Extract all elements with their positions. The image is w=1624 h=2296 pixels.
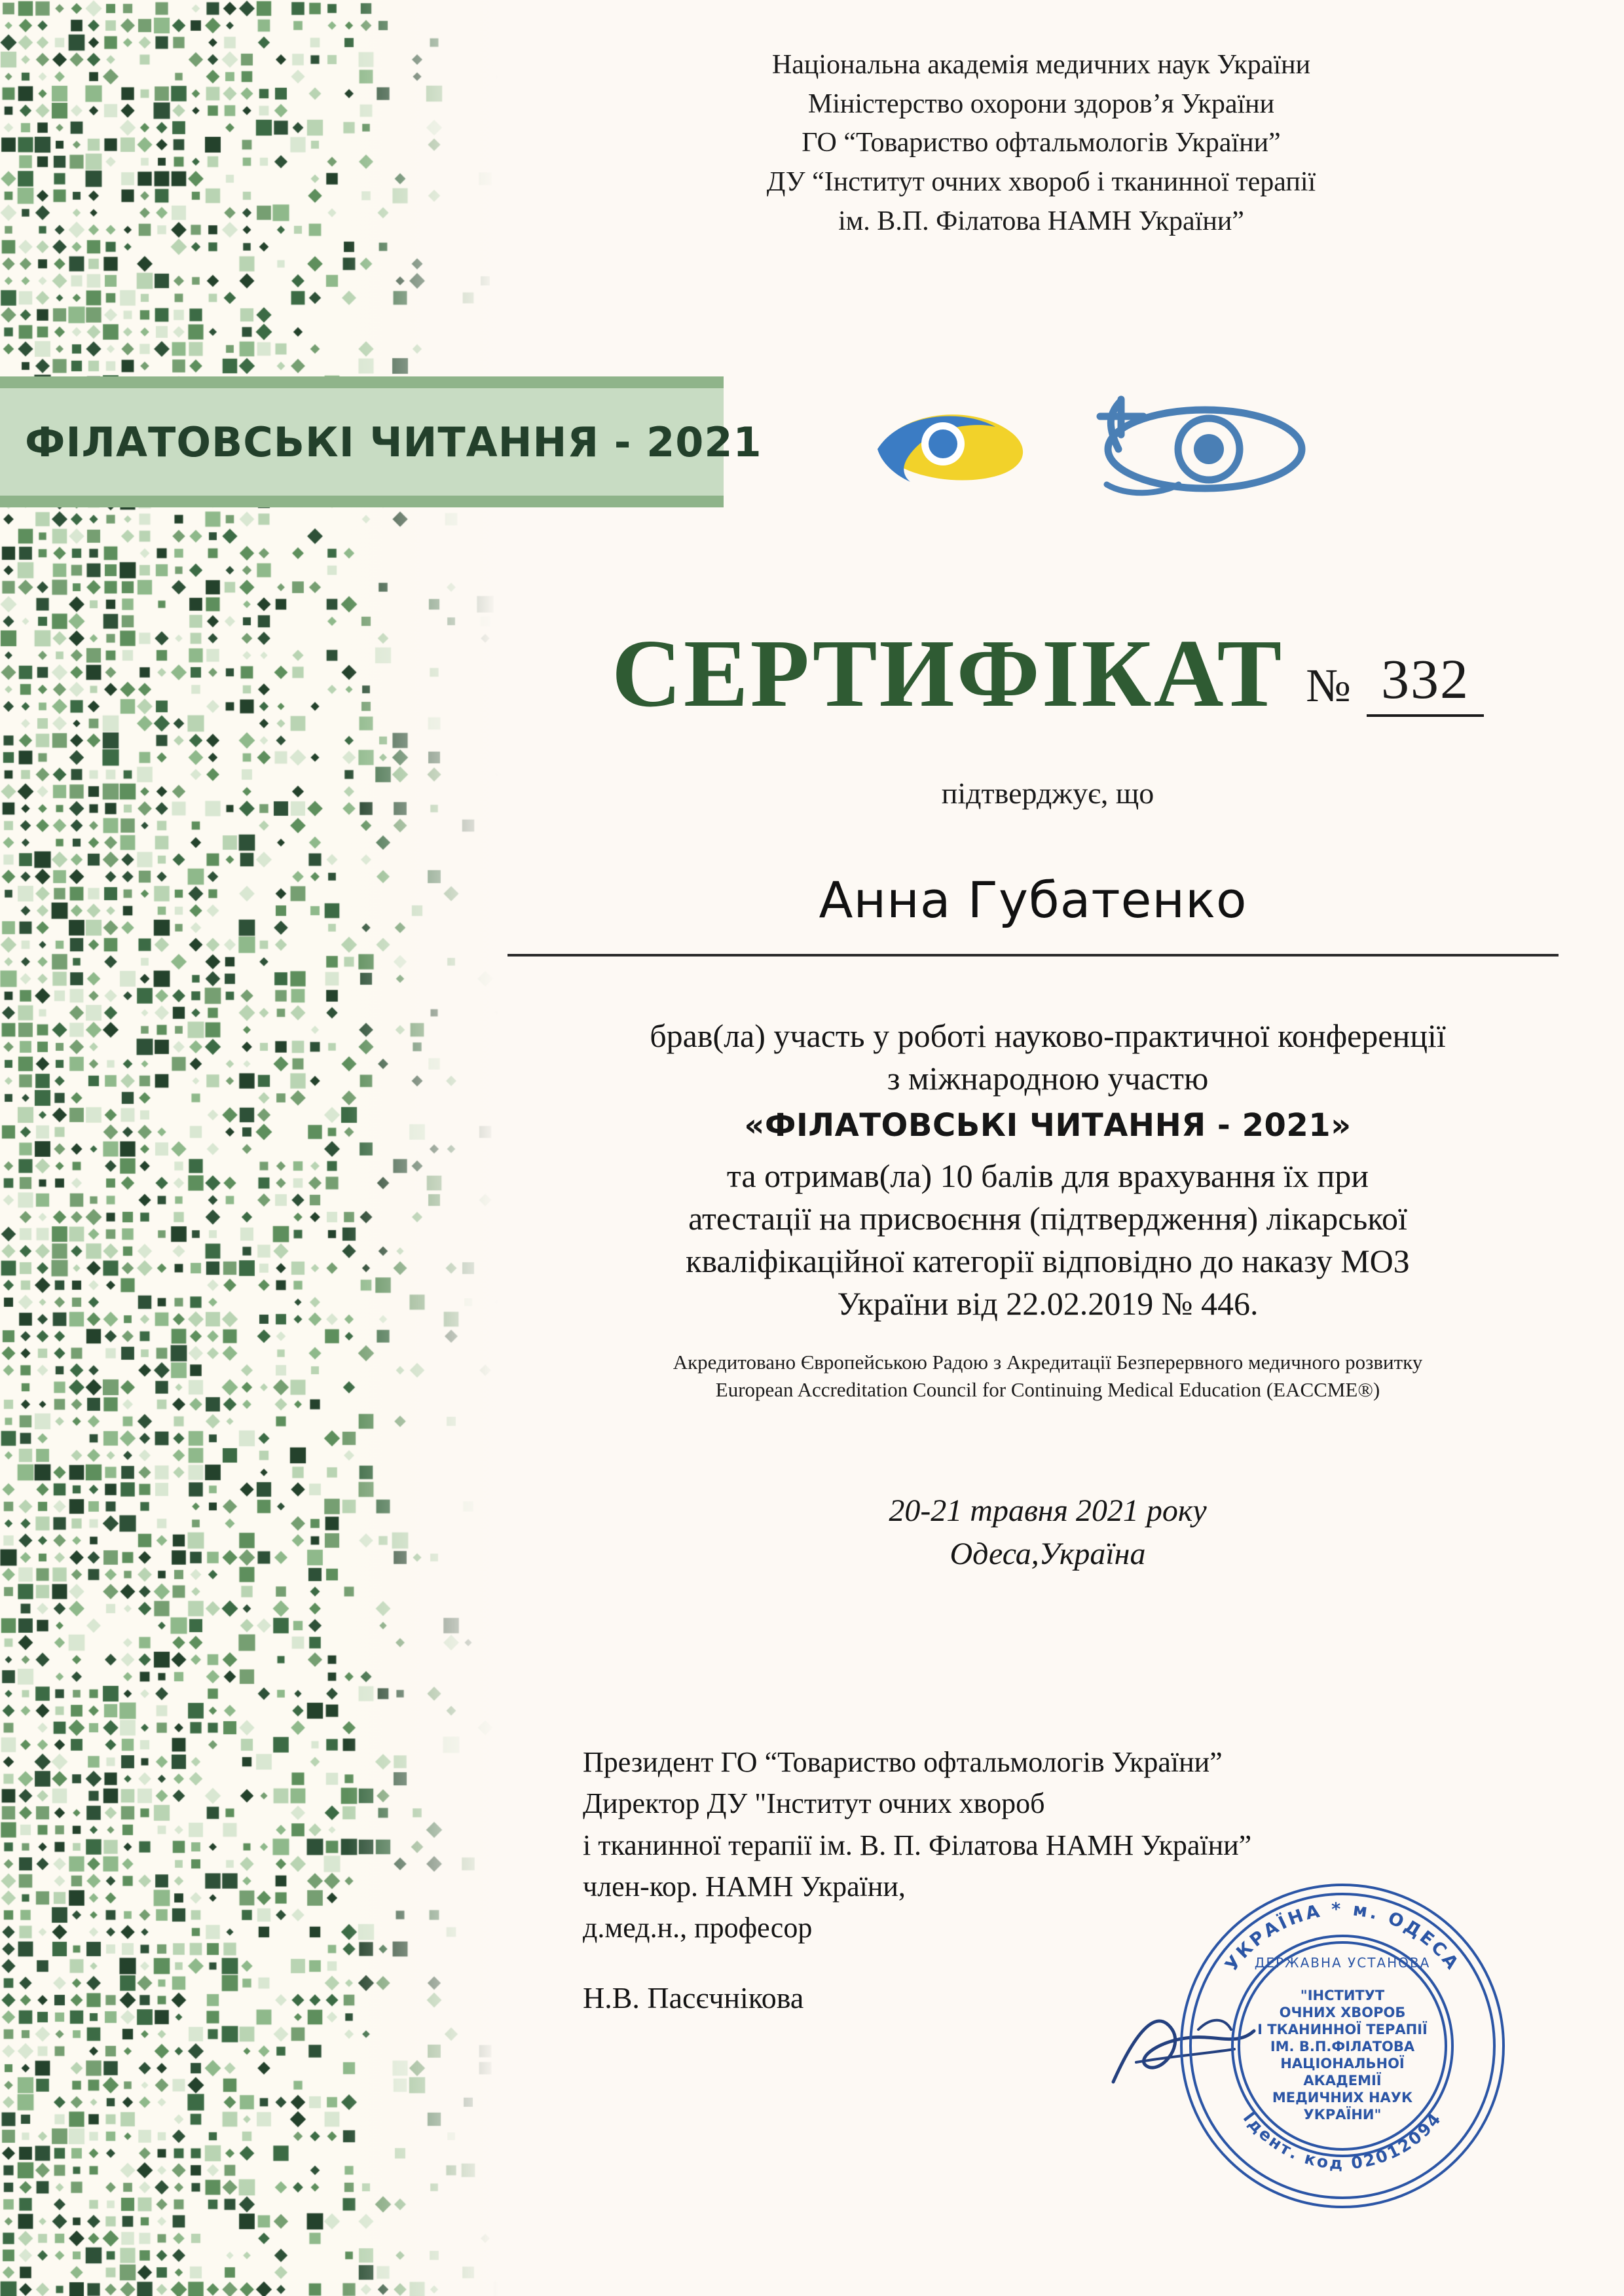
svg-text:УКРАЇНИ": УКРАЇНИ" bbox=[1303, 2107, 1382, 2123]
svg-text:АКАДЕМІЇ: АКАДЕМІЇ bbox=[1303, 2073, 1382, 2088]
recipient-name: Анна Губатенко bbox=[819, 871, 1247, 929]
stamp-inner-top: ДЕРЖАВНА УСТАНОВА bbox=[1254, 1955, 1431, 1971]
event-place: Одеса,Україна bbox=[950, 1537, 1146, 1572]
header-line-3: ГО “Товариство офтальмологів України” bbox=[802, 128, 1281, 158]
banner-bar-top bbox=[0, 376, 724, 388]
body-line-1: брав(ла) участь у роботі науково-практичної конференції bbox=[650, 1017, 1446, 1054]
banner-band bbox=[0, 388, 762, 496]
page-title: СЕРТИФІКАТ bbox=[612, 620, 1284, 727]
header-line-1: Національна академія медичних наук України bbox=[771, 50, 1311, 80]
confirm-text: підтверджує, що bbox=[941, 776, 1154, 810]
header-line-2: Міністерство охорони здоров’я України bbox=[807, 88, 1275, 119]
stamp-outer-top: УКРАЇНА * м. ОДЕСА bbox=[1221, 1899, 1464, 1975]
body-line-4: атестації на присвоєння (підтвердження) лікарської bbox=[688, 1200, 1407, 1237]
header-line-5: ім. В.П. Філатова НАМН України” bbox=[838, 206, 1244, 236]
svg-text:"ІНСТИТУТ: "ІНСТИТУТ bbox=[1300, 1988, 1385, 2003]
svg-text:ОЧНИХ ХВОРОБ: ОЧНИХ ХВОРОБ bbox=[1279, 2005, 1406, 2020]
accreditation-line-2: European Accreditation Council for Continuing Medical Education (EACCME®) bbox=[715, 1377, 1380, 1401]
certificate-number: 332 bbox=[1367, 646, 1484, 717]
signature-line-5: д.мед.н., професор bbox=[583, 1912, 813, 1944]
banner-bar-bottom bbox=[0, 496, 724, 507]
stamp-inner-lines bbox=[1257, 1988, 1428, 2123]
logos-svg bbox=[864, 386, 1414, 504]
header-organizations bbox=[498, 46, 1585, 241]
banner-label: ФІЛАТОВСЬКІ ЧИТАННЯ - 2021 bbox=[25, 418, 762, 466]
official-stamp bbox=[1172, 1876, 1513, 2216]
stamp-svg bbox=[1172, 1876, 1513, 2216]
svg-text:МЕДИЧНИХ НАУК: МЕДИЧНИХ НАУК bbox=[1272, 2090, 1413, 2105]
signer-name: Н.В. Пасєчнікова bbox=[583, 1980, 804, 2014]
number-label: № bbox=[1306, 659, 1351, 712]
mosaic-canvas bbox=[0, 0, 498, 2296]
header-line-4: ДУ “Інститут очних хвороб і тканинної терапії bbox=[766, 166, 1316, 197]
body-line-2: з міжнародною участю bbox=[887, 1060, 1209, 1097]
body-line-5: кваліфікаційної категорії відповідно до наказу МОЗ bbox=[686, 1243, 1410, 1280]
svg-text:НАЦІОНАЛЬНОЇ: НАЦІОНАЛЬНОЇ bbox=[1280, 2056, 1405, 2071]
signature-line-4: член-кор. НАМН України, bbox=[583, 1870, 906, 1903]
logo-group bbox=[864, 386, 1414, 504]
svg-text:І ТКАНИННОЇ ТЕРАПІЇ: І ТКАНИННОЇ ТЕРАПІЇ bbox=[1257, 2022, 1428, 2037]
decorative-mosaic-band bbox=[0, 0, 498, 2296]
signature-line-1: Президент ГО “Товариство офтальмологів України” bbox=[583, 1746, 1223, 1778]
accreditation-line-1: Акредитовано Європейською Радою з Акредитації Безперервного медичного розвитку bbox=[673, 1351, 1423, 1374]
body-line-6: України від 22.02.2019 № 446. bbox=[837, 1285, 1259, 1322]
date-place-block bbox=[498, 1489, 1598, 1576]
certificate-body bbox=[498, 1015, 1598, 1325]
signature-line-2: Директор ДУ "Інститут очних хвороб bbox=[583, 1787, 1045, 1820]
recipient-block bbox=[507, 871, 1559, 957]
event-date: 20-21 травня 2021 року bbox=[889, 1493, 1207, 1528]
conference-name: «ФІЛАТОВСЬКІ ЧИТАННЯ - 2021» bbox=[744, 1107, 1352, 1144]
recipient-underline bbox=[507, 954, 1559, 957]
signature-line-3: і тканинної терапії ім. В. П. Філатова НАМН України” bbox=[583, 1829, 1252, 1861]
body-line-3: та отримав(ла) 10 балів для врахування їх при bbox=[726, 1157, 1369, 1195]
svg-text:ІМ. В.П.ФІЛАТОВА: ІМ. В.П.ФІЛАТОВА bbox=[1270, 2039, 1415, 2054]
certificate-title-row bbox=[498, 620, 1598, 727]
stamp-outer-bottom: Ідент. код 02012094 bbox=[1239, 2108, 1446, 2174]
ophthalmology-society-logo bbox=[877, 414, 1023, 482]
filatov-institute-logo bbox=[1100, 399, 1302, 493]
event-banner bbox=[0, 376, 762, 507]
accreditation-note bbox=[498, 1349, 1598, 1404]
